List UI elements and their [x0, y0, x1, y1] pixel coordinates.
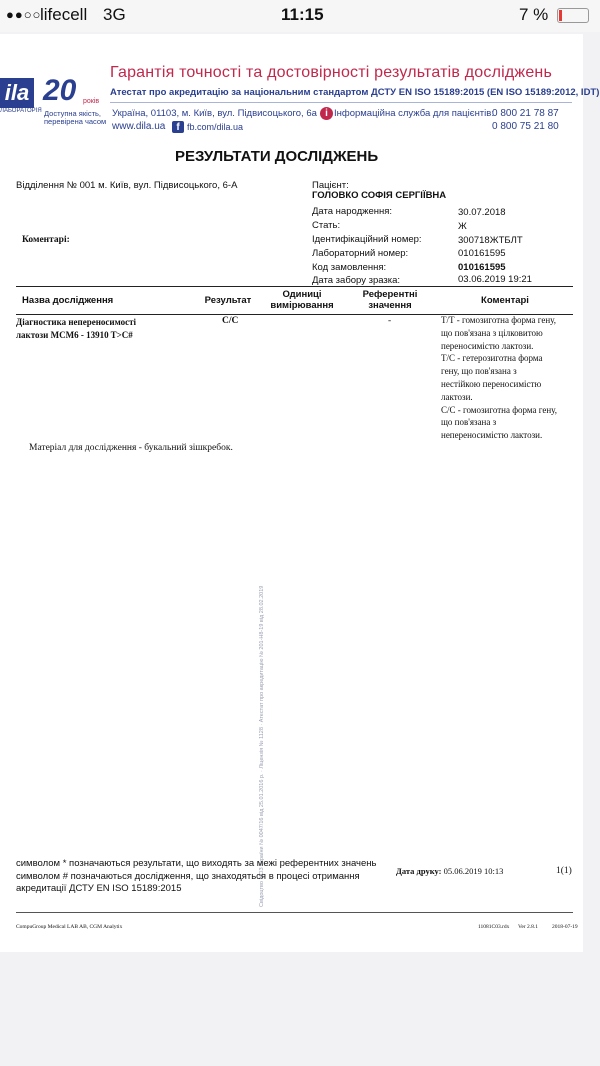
report-code: 11081C03.rdx: [478, 924, 510, 930]
sample-date-value: 03.06.2019 19:21: [458, 274, 532, 285]
phone-1[interactable]: 0 800 21 78 87: [492, 108, 559, 119]
clock: 11:15: [281, 5, 324, 24]
carrier-label: lifecell: [40, 5, 88, 24]
department: Відділення № 001 м. Київ, вул. Підвисоцького, 6-А: [16, 180, 238, 191]
network-label: 3G: [103, 5, 126, 24]
id-number-value: 300718ЖТБЛТ: [458, 235, 523, 246]
comment-line: С/С - гомозиготна форма гену,: [441, 404, 558, 415]
comment-line: гену, що пов'язана з: [441, 366, 517, 377]
patient-name: ГОЛОВКО СОФІЯ СЕРГІЇВНА: [312, 190, 447, 201]
comment-line: нестійкою переносимістю: [441, 378, 542, 389]
facebook-icon: f: [172, 121, 184, 133]
sample-date-label: Дата забору зразка:: [312, 275, 401, 286]
header-title: Гарантія точності та достовірності результатів досліджень: [110, 64, 553, 81]
software-date: 2018-07-19: [552, 924, 578, 930]
sex-label: Стать:: [312, 220, 341, 231]
battery-label: 7 %: [519, 5, 549, 24]
table-row-comment: [441, 314, 557, 442]
logo-tagline: Доступна якість, перевірена часом: [44, 109, 107, 126]
comment-line: що пов'язана з: [441, 417, 497, 428]
facebook-link[interactable]: fb.com/dila.ua: [187, 122, 244, 132]
comment-line: що пов'язана з цілковитою: [441, 327, 543, 338]
logo-subtitle: ЛАБОРАТОРІЯ: [0, 108, 42, 114]
software-version: Ver 2.8.1: [518, 924, 539, 930]
col-ref-header: Референтні значення: [362, 289, 418, 311]
order-code-label: Код замовлення:: [312, 262, 387, 273]
footer-notes: символом * позначаються результати, що виходять за межі референтних значень символом # позначаються дослідження, що знаходяться в процесі отримання акредитації ДСТУ EN ISO 15189:2015: [16, 858, 377, 894]
lab-address: Україна, 01103, м. Київ, вул. Підвисоцького, 6а: [112, 108, 317, 119]
table-row-test-name: Діагностика непереносимості лактози MCM6 - 13910 T>C#: [16, 317, 137, 340]
id-number-label: Ідентифікаційний номер:: [312, 234, 422, 245]
col-units-header: Одиниці вимірювання: [270, 289, 334, 311]
table-row-ref: -: [388, 316, 392, 326]
comment-line: переносимістю лактози.: [441, 340, 534, 351]
table-row-result: С/С: [222, 316, 239, 326]
website-link[interactable]: www.dila.ua: [112, 121, 166, 132]
table-top-rule: [16, 286, 573, 287]
comment-line: лактози.: [441, 391, 473, 402]
phone-2[interactable]: 0 800 75 21 80: [492, 121, 559, 132]
status-bar: [0, 0, 600, 32]
print-date: Дата друку: 05.06.2019 10:13: [396, 866, 504, 876]
page-number: 1(1): [556, 866, 572, 876]
col-comments-header: Коментарі: [481, 295, 529, 306]
col-name-header: Назва дослідження: [22, 295, 114, 306]
side-license-note: Свідоцтво МОЗ України № 0047/16 від 25.01.2016 р. · Ліцензія № 1128 · Атестат про акредитацію № 201-Н8-19 від 28.02.2019: [259, 585, 265, 907]
footer-rule: [16, 912, 573, 913]
document-title: РЕЗУЛЬТАТИ ДОСЛІДЖЕНЬ: [175, 148, 379, 165]
battery-icon: [557, 8, 589, 23]
birthdate-value: 30.07.2018: [458, 207, 506, 218]
info-icon: i: [320, 107, 333, 120]
order-code-value: 010161595: [458, 262, 506, 273]
comment-line: Т/С - гетерозиготна форма: [441, 353, 543, 364]
comments-label: Коментарі:: [22, 235, 70, 245]
patient-label: Пацієнт:: [312, 180, 349, 191]
anniversary-number: 20: [43, 74, 77, 107]
comment-line: Т/Т - гомозиготна форма гену,: [441, 315, 557, 325]
comment-line: непереносимістю лактози.: [441, 430, 543, 441]
sex-value: Ж: [458, 221, 467, 232]
anniversary-years: років: [83, 98, 100, 105]
info-service-label: Інформаційна служба для пацієнтів:: [334, 108, 494, 119]
document-page: [0, 34, 600, 952]
accreditation-text: Атестат про акредитацію за національним стандартом ДСТУ EN ISO 15189:2015 (EN ISO 15189:2012, IDT): [110, 87, 600, 98]
software-credit: CompuGroup Medical LAB AB, CGM Analytix: [16, 924, 123, 930]
col-result-header: Результат: [204, 295, 252, 306]
header-divider: [110, 102, 572, 103]
material-note: Матеріал для дослідження - букальний зішкребок.: [29, 443, 233, 453]
lab-number-value: 010161595: [458, 248, 506, 259]
birthdate-label: Дата народження:: [312, 206, 393, 217]
dila-logo: ila: [0, 78, 34, 108]
lab-number-label: Лабораторний номер:: [312, 248, 409, 259]
signal-icon: ●●○○: [6, 7, 42, 22]
